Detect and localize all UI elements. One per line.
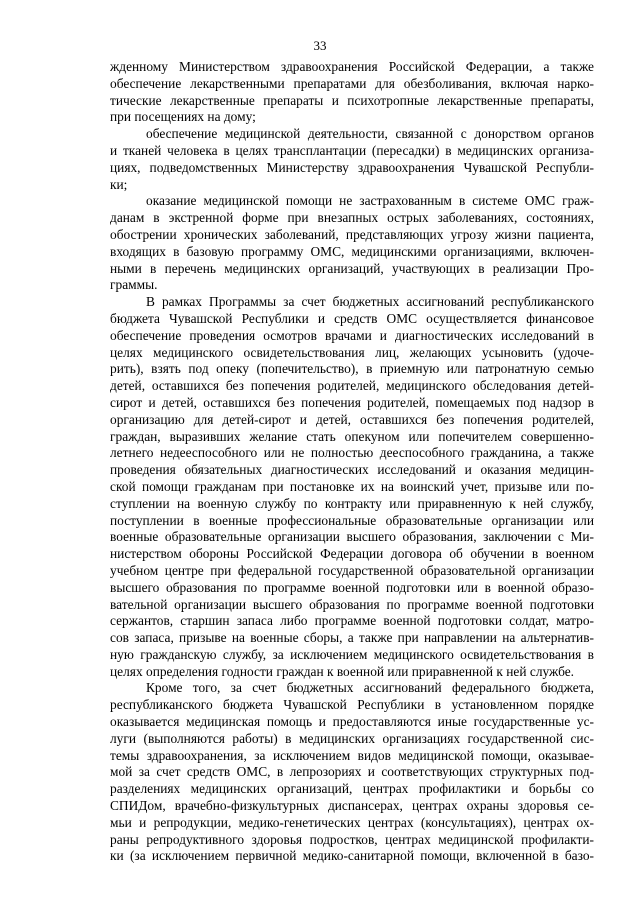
text-line: бюджета Чувашской Республики и средств ОМС осуществляется финансовое	[110, 310, 594, 326]
text-line: проведения обязательных диагностических исследований и оказания медицин-	[110, 462, 594, 478]
text-line: мой за счет средств ОМС, в лепрозориях и соответствующих структурных под-	[110, 764, 594, 780]
text-line: детей, оставшихся без попечения родителей, медицинского обследования детей-	[110, 378, 594, 394]
paragraph	[110, 680, 594, 865]
text-line: нистерством обороны Российской Федерации договора об обучении в военном	[110, 546, 594, 562]
text-line: республиканского бюджета Чувашской Республики в установленном порядке	[110, 697, 594, 713]
text-line: СПИДом, врачебно-физкультурных диспансерах, центрах охраны здоровья се-	[110, 798, 594, 814]
text-line: данам в экстренной форме при внезапных острых заболеваниях, состояниях,	[110, 210, 594, 226]
text-line: рить), взять под опеку (попечительство), в приемную или патронатную семью	[110, 361, 594, 377]
text-line: разделениях медицинских организаций, центрах профилактики и борьбы со	[110, 781, 594, 797]
text-line: ки (за исключением первичной медико-санитарной помощи, включенной в базо-	[110, 848, 594, 864]
text-line: ными в перечень медицинских организаций, участвующих в реализации Про-	[110, 260, 594, 276]
text-line: при посещениях на дому;	[110, 109, 256, 125]
text-line: организацию для детей-сирот и детей, оставшихся без попечения родителей,	[110, 411, 594, 427]
text-line: ки;	[110, 176, 128, 192]
text-line: жденному Министерством здравоохранения Российской Федерации, а также	[110, 59, 594, 74]
text-line: вательной организации высшего образования по программе военной подготовки	[110, 596, 594, 612]
text-line: оказывается медицинская помощь и предоставляются иные государственные ус-	[110, 714, 594, 730]
text-line: граждан, выразивших желание стать опекуном или попечителем совершенно-	[110, 428, 594, 444]
text-line: входящих в базовую программу ОМС, медицинскими организациями, включен-	[110, 243, 594, 259]
text-line: и тканей человека в целях трансплантации (пересадки) в медицинских организа-	[110, 142, 594, 158]
text-line: целях медицинского освидетельствования лиц, желающих усыновить (удоче-	[110, 344, 594, 360]
text-line: обострении хронических заболеваний, представляющих угрозу жизни пациента,	[110, 226, 594, 242]
text-line: ской помощи гражданам при постановке их на воинский учет, призыве или по-	[110, 478, 594, 494]
text-line: темы здравоохранения, за исключением видов медицинской помощи, оказывае-	[110, 747, 594, 763]
text-line: летнего недееспособного или не полностью дееспособного гражданина, а также	[110, 445, 594, 461]
text-line: целях определения годности граждан к военной или приравненной к ней службе.	[110, 663, 575, 679]
text-line: оказание медицинской помощи не застрахованным в системе ОМС граж-	[146, 193, 594, 209]
text-line: учебном центре при федеральной государственной образовательной организации	[110, 562, 594, 578]
text-line: В рамках Программы за счет бюджетных ассигнований республиканского	[146, 294, 594, 310]
text-line: военные образовательные организации высшего образования, заключении с Ми-	[110, 529, 594, 545]
text-line: мьи и репродукции, медико-генетических центрах (консультациях), центрах ох-	[110, 814, 594, 830]
document-body	[110, 59, 594, 865]
text-line: ступлении на военную службу по контракту или приравненную к ней службу,	[110, 495, 594, 511]
paragraph	[110, 126, 594, 193]
text-line: ную гражданскую службу, за исключением медицинского освидетельствования в	[110, 646, 594, 662]
text-line: сержантов, старшин запаса либо программе военной подготовки солдат, матро-	[110, 613, 594, 629]
text-line: обеспечение медицинской деятельности, связанной с донорством органов	[146, 126, 594, 142]
text-line: луги (выполняются работы) в медицинских организациях государственной сис-	[110, 730, 594, 746]
text-line: сов запаса, призыве на военные сборы, а также при направлении на альтернатив-	[110, 630, 594, 646]
text-line: Кроме того, за счет бюджетных ассигнований федерального бюджета,	[146, 680, 594, 696]
text-line: раны репродуктивного здоровья подростков, центрах медицинской профилакти-	[110, 831, 594, 847]
paragraph	[110, 294, 594, 680]
text-line: высшего образования по программе военной подготовки или в военной образо-	[110, 579, 594, 595]
text-line: тические лекарственные препараты и психотропные лекарственные препараты,	[110, 92, 594, 108]
text-line: сирот и детей, оставшихся без попечения родителей, помещаемых под надзор в	[110, 394, 594, 410]
text-line: граммы.	[110, 277, 158, 293]
page-number: 33	[313, 38, 327, 53]
text-line: обеспечение лекарственными препаратами для обезболивания, включая нарко-	[110, 75, 594, 91]
paragraph	[110, 193, 594, 294]
text-line: поступлении в военные профессиональные образовательные организации или	[110, 512, 594, 528]
text-line: циях, подведомственных Министерству здравоохранения Чувашской Республи-	[110, 159, 594, 175]
paragraph	[110, 59, 594, 126]
text-line: обеспечение проведения осмотров врачами и диагностических исследований в	[110, 327, 594, 343]
